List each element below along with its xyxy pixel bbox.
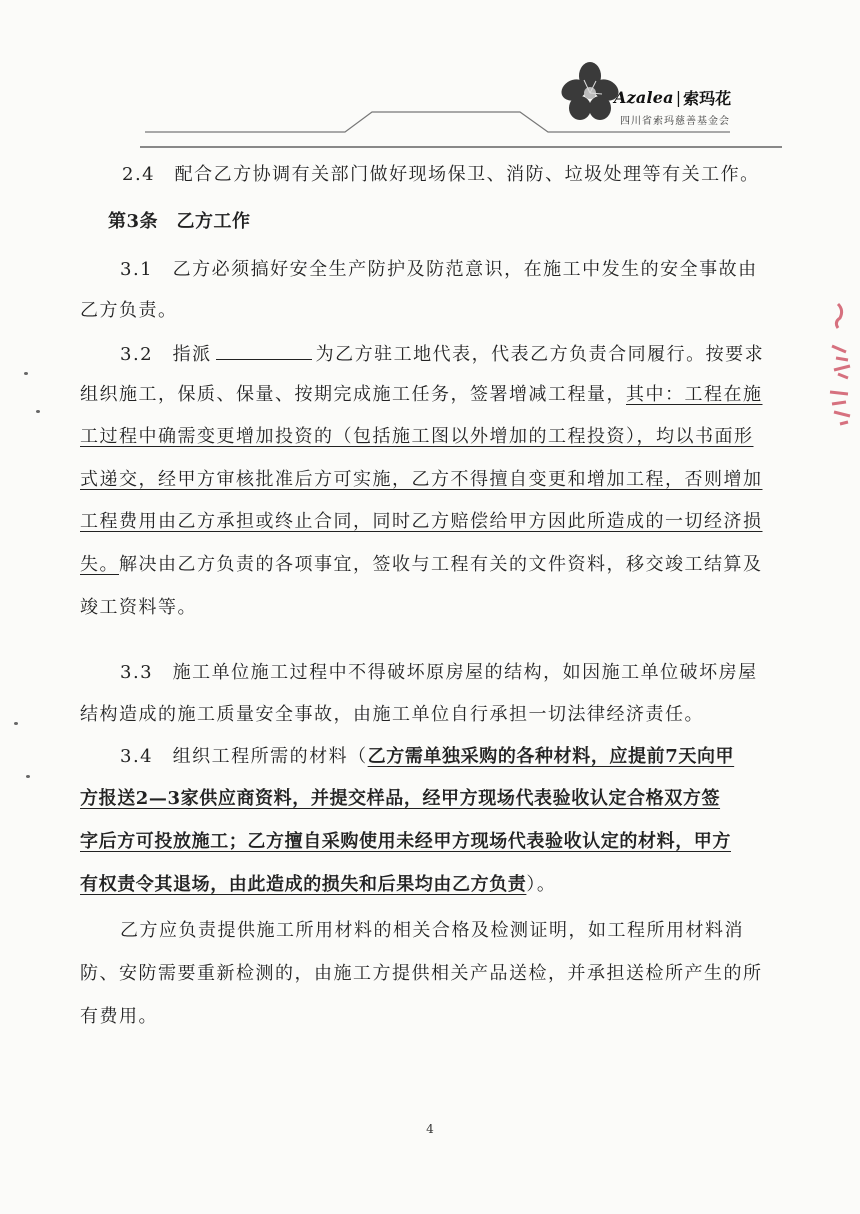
page-number: 4 — [426, 1122, 434, 1136]
materials-paragraph-line-2: 防、安防需要重新检测的，由施工方提供相关产品送检，并承担送检所产生的所 — [80, 963, 763, 984]
margin-speck — [26, 775, 30, 778]
section-3-heading: 第3条 乙方工作 — [108, 211, 251, 232]
foundation-logo — [558, 60, 738, 130]
clause-3-2-line-5: 工程费用由乙方承担或终止合同，同时乙方赔偿给甲方因此所造成的一切经济损 — [80, 511, 763, 532]
clause-3-3-line-1: 3.3 施工单位施工过程中不得破坏原房屋的结构，如因施工单位破坏房屋 — [120, 662, 758, 683]
red-seal-stamp — [818, 296, 860, 446]
clause-3-2-underlined-start: 其中：工程在施 — [626, 384, 763, 405]
clause-3-2-line-1 — [120, 341, 764, 367]
clause-3-1-line-2: 乙方负责。 — [80, 300, 178, 321]
clause-3-4-line-3: 字后方可投放施工；乙方擅自采购使用未经甲方现场代表验收认定的材料，甲方 — [80, 831, 731, 852]
clause-3-4-prefix: 3.4 组织工程所需的材料（ — [120, 746, 368, 767]
clause-3-4-line-2: 方报送2—3家供应商资料，并提交样品，经甲方现场代表验收认定合格双方签 — [80, 788, 721, 809]
margin-speck — [24, 372, 28, 375]
clause-3-2-line-3: 工过程中确需变更增加投资的（包括施工图以外增加的工程投资），均以书面形 — [80, 426, 754, 447]
logo-title — [614, 85, 734, 109]
clause-3-2-line-7: 竣工资料等。 — [80, 597, 197, 618]
clause-3-1-line-1: 3.1 乙方必须搞好安全生产防护及防范意识，在施工中发生的安全事故由 — [120, 259, 758, 280]
clause-2-4: 2.4 配合乙方协调有关部门做好现场保卫、消防、垃圾处理等有关工作。 — [122, 164, 760, 185]
clause-3-4-close: ）。 — [526, 874, 557, 895]
materials-paragraph-line-1: 乙方应负责提供施工所用材料的相关合格及检测证明，如工程所用材料消 — [120, 920, 744, 941]
clause-3-2-text: 为乙方驻工地代表，代表乙方负责合同履行。按要求 — [315, 344, 765, 365]
azalea-flower-icon — [558, 60, 622, 130]
logo-subtitle: 四川省索玛慈善基金会 — [620, 116, 730, 127]
representative-name-blank — [216, 341, 312, 360]
clause-3-4-line-4 — [80, 873, 556, 897]
clause-3-2-line-2-text: 组织施工，保质、保量、按期完成施工任务，签署增减工程量， — [80, 384, 626, 405]
logo-chinese-name: 索玛花 — [683, 88, 732, 108]
clause-3-3-line-2: 结构造成的施工质量安全事故，由施工单位自行承担一切法律经济责任。 — [80, 704, 704, 725]
clause-3-2-line-2 — [80, 383, 763, 407]
clause-3-2-line-4: 式递交，经甲方审核批准后方可实施，乙方不得擅自变更和增加工程，否则增加 — [80, 469, 763, 490]
margin-speck — [14, 722, 18, 725]
materials-paragraph-line-3: 有费用。 — [80, 1006, 158, 1027]
clause-3-4-bold-end: 有权责令其退场，由此造成的损失和后果均由乙方负责 — [80, 874, 527, 895]
clause-3-4-line-1 — [120, 745, 734, 769]
margin-speck — [36, 410, 40, 413]
clause-3-2-prefix: 3.2 指派 — [120, 344, 212, 365]
clause-3-2-line-6-text: 解决由乙方负责的各项事宜，签收与工程有关的文件资料，移交竣工结算及 — [119, 554, 763, 575]
logo-english-name: Azalea — [614, 87, 674, 107]
logo-separator: | — [675, 87, 682, 107]
clause-3-2-underlined-end: 失。 — [80, 554, 119, 575]
clause-3-4-bold-start: 乙方需单独采购的各种材料，应提前7天向甲 — [367, 746, 735, 767]
clause-3-2-line-6 — [80, 553, 763, 577]
